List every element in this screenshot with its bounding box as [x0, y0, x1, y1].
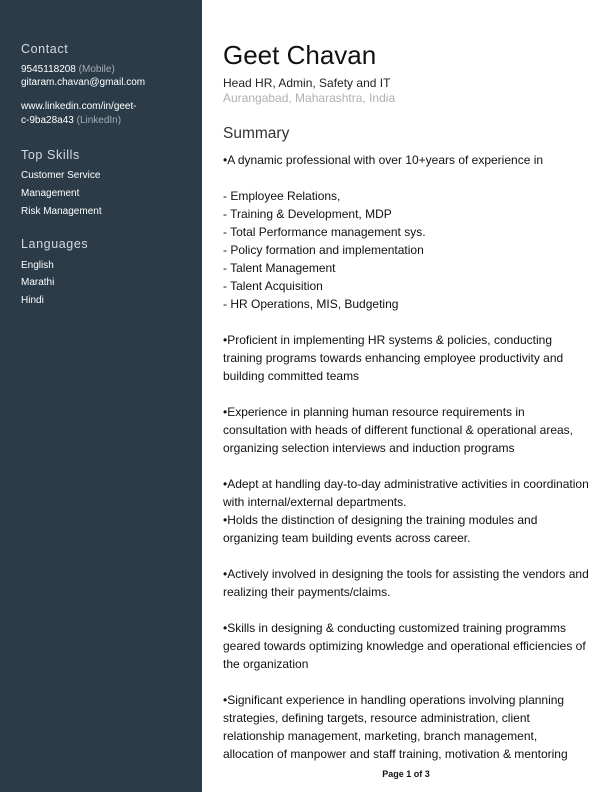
summary-line: organizing team building events across career.: [223, 531, 471, 545]
language-item: Hindi: [21, 295, 44, 306]
summary-line: •Skills in designing & conducting customized training programms: [223, 621, 567, 635]
summary-line: building committed teams: [223, 369, 360, 383]
summary-heading: Summary: [223, 125, 290, 142]
summary-line: [223, 169, 589, 187]
summary-line: [223, 601, 589, 619]
summary-line: geared towards optimizing knowledge and operational efficiencies of: [223, 639, 586, 653]
summary-line: strategies, defining targets, resource administration, client: [223, 711, 530, 725]
summary-line: •Adept at handling day-to-day administrative activities in coordination: [223, 477, 589, 491]
summary-line: [223, 673, 589, 691]
linkedin-url[interactable]: [21, 114, 121, 127]
summary-text: [223, 151, 589, 763]
top-skills-heading: Top Skills: [21, 148, 80, 162]
email[interactable]: gitaram.chavan@gmail.com: [21, 77, 146, 88]
summary-line: [223, 385, 589, 403]
contact-heading: Contact: [21, 42, 69, 56]
language-item: Marathi: [21, 277, 55, 288]
language-item: English: [21, 260, 54, 271]
summary-line: consultation with heads of different functional & operational areas,: [223, 423, 574, 437]
summary-line: realizing their payments/claims.: [223, 585, 391, 599]
summary-line: allocation of manpower and staff training, motivation & mentoring: [223, 747, 568, 761]
summary-line: - Talent Acquisition: [223, 279, 323, 293]
summary-line: •Actively involved in designing the tools for assisting the vendors and: [223, 567, 589, 581]
linkedin-url-line2[interactable]: c-9ba28a43: [21, 115, 74, 126]
summary-line: training programs towards enhancing employee productivity and: [223, 351, 564, 365]
skill-item: Customer Service: [21, 170, 101, 181]
summary-line: [223, 547, 589, 565]
linkedin-label: (LinkedIn): [76, 115, 122, 126]
skill-item: Risk Management: [21, 206, 102, 217]
phone-label: (Mobile): [78, 64, 115, 75]
summary-line: - Employee Relations,: [223, 189, 341, 203]
summary-line: with internal/external departments.: [223, 495, 407, 509]
summary-line: - Talent Management: [223, 261, 336, 275]
summary-line: •A dynamic professional with over 10+years of experience in: [223, 153, 544, 167]
location: Aurangabad, Maharashtra, India: [223, 91, 396, 105]
summary-line: - HR Operations, MIS, Budgeting: [223, 297, 399, 311]
headline: Head HR, Admin, Safety and IT: [223, 76, 391, 90]
sidebar: [0, 0, 202, 792]
linkedin-url-line1[interactable]: www.linkedin.com/in/geet-: [21, 101, 137, 112]
summary-line: organizing selection interviews and induction programs: [223, 441, 515, 455]
summary-line: [223, 313, 589, 331]
phone: [21, 63, 115, 76]
summary-line: •Significant experience in handling operations involving planning: [223, 693, 565, 707]
summary-line: - Policy formation and implementation: [223, 243, 424, 257]
summary-line: •Holds the distinction of designing the training modules and: [223, 513, 538, 527]
languages-heading: Languages: [21, 237, 89, 251]
summary-line: [223, 457, 589, 475]
skill-item: Management: [21, 188, 80, 199]
summary-line: the organization: [223, 657, 309, 671]
summary-line: •Experience in planning human resource requirements in: [223, 405, 525, 419]
summary-line: •Proficient in implementing HR systems & policies, conducting: [223, 333, 553, 347]
summary-line: - Total Performance management sys.: [223, 225, 426, 239]
summary-line: relationship management, marketing, branch management,: [223, 729, 538, 743]
summary-line: - Training & Development, MDP: [223, 207, 392, 221]
profile-name: Geet Chavan: [223, 40, 377, 70]
page-number: Page 1 of 3: [382, 769, 430, 779]
phone-number: 9545118208: [21, 64, 76, 75]
